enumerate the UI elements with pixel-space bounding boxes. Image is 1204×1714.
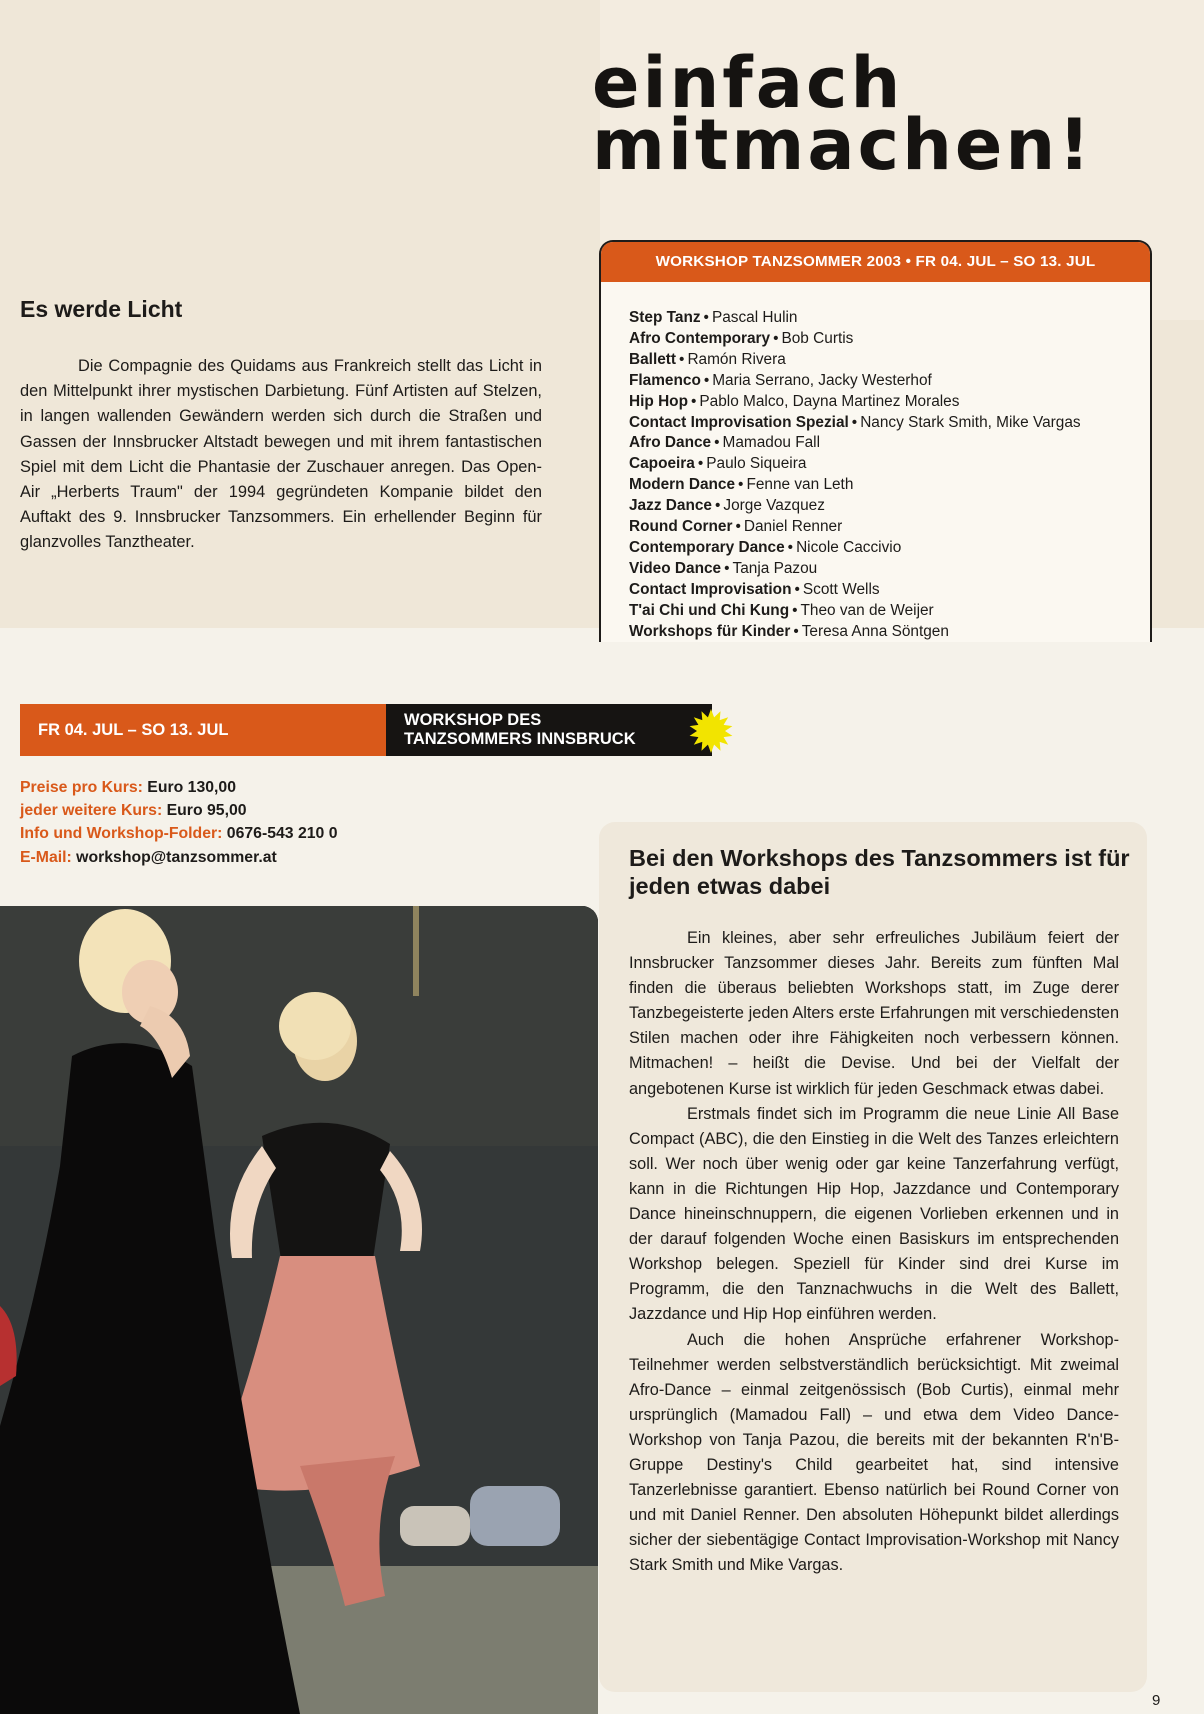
article-title: Bei den Workshops des Tanzsommers ist für jeden etwas dabei bbox=[629, 845, 1130, 899]
program-teacher: Nicole Caccivio bbox=[796, 538, 902, 556]
page-headline bbox=[592, 42, 1094, 186]
program-item bbox=[629, 622, 1150, 642]
program-list bbox=[601, 282, 1150, 642]
program-course-name: Ballett bbox=[629, 350, 677, 368]
program-separator: • bbox=[738, 476, 744, 494]
program-item bbox=[629, 538, 1150, 559]
program-course-name: Contact Improvisation Spezial bbox=[629, 413, 849, 431]
page-number: 9 bbox=[1152, 1692, 1161, 1709]
program-course-name: Flamenco bbox=[629, 371, 701, 389]
program-separator: • bbox=[792, 601, 798, 619]
program-course-name: Contemporary Dance bbox=[629, 538, 785, 556]
date-range: FR 04. JUL – SO 13. JUL bbox=[38, 721, 229, 739]
starburst-icon bbox=[688, 708, 734, 754]
program-course-name: Afro Contemporary bbox=[629, 329, 771, 347]
program-course-name: Step Tanz bbox=[629, 309, 701, 326]
program-teacher: Nancy Stark Smith, Mike Vargas bbox=[860, 413, 1081, 431]
dancers-photo bbox=[0, 906, 598, 1714]
workshop-bar bbox=[386, 704, 712, 756]
lead-text: Die Compagnie des Quidams aus Frankreich stellt das Licht in den Mittelpunkt ihrer mystischen Darbietung. Fünf Artisten auf Stelzen, in langen wallenden Gewändern werden sich durch die Straßen und Gassen der Innsbrucker Altstadt bewegen und mit ihrem fantastischen Spiel mit dem Licht die Phantasie der Zuschauer anregen. Das Open-Air „Herberts Traum" der 1994 gegründeten Kompanie bildet den Auftakt des 9. Innsbrucker Tanzsommers. Ein erhellender Beginn für glanzvolles Tanztheater. bbox=[20, 357, 542, 552]
program-course-name: Contact Improvisation bbox=[629, 580, 792, 598]
workshop-label-line-2: TANZSOMMERS INNSBRUCK bbox=[404, 730, 636, 748]
date-bar bbox=[20, 704, 386, 756]
program-item bbox=[629, 350, 1150, 371]
headline-line-1: einfach bbox=[592, 42, 904, 124]
program-separator: • bbox=[691, 392, 697, 410]
additional-price-row bbox=[20, 799, 337, 822]
article-paragraph: Ein kleines, aber sehr erfreuliches Jubiläum feiert der Innsbrucker Tanzsommer dieses Jahr. Bereits zum fünften Mal finden die überaus beliebten Workshops statt, im Zuge derer Tanzbegeisterte jeden Alters erste Erfahrungen mit verschiedensten Stilen machen oder ihre Fähigkeiten noch verbessern können. Mitmachen! – heißt die Devise. Und bei der Vielfalt der angebotenen Kurse ist wirklich für jeden Geschmack etwas dabei. bbox=[629, 929, 1119, 1098]
price-label: Preise pro Kurs: bbox=[20, 779, 143, 796]
program-teacher: Ramón Rivera bbox=[687, 350, 786, 368]
program-teacher: Daniel Renner bbox=[743, 518, 843, 536]
dancers-illustration bbox=[0, 906, 598, 1714]
price-row bbox=[20, 776, 337, 799]
program-course-name: Video Dance bbox=[629, 559, 722, 577]
program-item bbox=[629, 475, 1150, 496]
program-item bbox=[629, 371, 1150, 392]
program-item bbox=[629, 413, 1150, 434]
program-course-name: Capoeira bbox=[629, 455, 695, 473]
program-course-name: Modern Dance bbox=[629, 476, 736, 494]
workshop-program-box bbox=[599, 240, 1152, 642]
additional-price-label: jeder weitere Kurs: bbox=[20, 802, 163, 820]
email-row bbox=[20, 846, 337, 869]
program-teacher: Pascal Hulin bbox=[711, 309, 798, 326]
article-paragraph: Auch die hohen Ansprüche erfahrener Workshop-Teilnehmer werden selbstverständlich berücksichtigt. Mit zweimal Afro-Dance – einmal zeitgenössisch (Bob Curtis), einmal mehr ursprünglich (Mamadou Fall) – und etwa dem Video Dance-Workshop von Tanja Pazou, die bereits mit der bekannten R'n'B-Gruppe Destiny's Child gearbeitet hat, sind intensive Tanzerlebnisse garantiert. Ebenso natürlich bei Round Corner von und mit Daniel Renner. Den absoluten Höhepunkt bildet allerdings sicher der siebentägige Contact Improvisation-Workshop mit Nancy Stark Smith und Mike Vargas. bbox=[629, 1330, 1119, 1575]
price-info bbox=[20, 776, 337, 869]
article-paragraph: Erstmals findet sich im Programm die neue Linie All Base Compact (ABC), die den Einstieg in die Welt des Tanzes erleichtern soll. Wer noch über wenig oder gar keine Tanzerfahrung verfügt, kann in die Richtungen Hip Hop, Jazzdance und Contemporary Dance hineinschnuppern, die eigenen Vorlieben erkennen und in der darauf folgenden Woche einen Basiskurs im entsprechenden Workshop belegen. Speziell für Kinder sind drei Kurse im Programm, die den Tanznachwuchs in die Welt des Ballett, Jazzdance und Hip Hop einführen werden. bbox=[629, 1104, 1119, 1324]
program-course-name: Jazz Dance bbox=[629, 497, 712, 515]
headline-line-2: mitmachen! bbox=[592, 104, 1094, 186]
program-item bbox=[629, 454, 1150, 475]
program-course-name: Round Corner bbox=[629, 518, 733, 536]
program-separator: • bbox=[703, 309, 709, 326]
program-separator: • bbox=[851, 413, 858, 431]
price-value: Euro 130,00 bbox=[147, 779, 236, 796]
program-item bbox=[629, 308, 1150, 329]
program-teacher: Bob Curtis bbox=[781, 329, 854, 347]
program-teacher: Pablo Malco, Dayna Martinez Morales bbox=[699, 392, 960, 410]
program-item bbox=[629, 559, 1150, 580]
program-item bbox=[629, 601, 1150, 622]
program-separator: • bbox=[787, 538, 794, 556]
article-body bbox=[629, 926, 1119, 1578]
program-separator: • bbox=[703, 371, 710, 389]
program-separator: • bbox=[697, 455, 704, 473]
program-item bbox=[629, 580, 1150, 601]
program-teacher: Teresa Anna Söntgen bbox=[801, 622, 949, 640]
email-address: workshop@tanzsommer.at bbox=[76, 848, 277, 866]
program-teacher: Mamadou Fall bbox=[722, 434, 821, 452]
program-separator: • bbox=[735, 518, 741, 536]
program-teacher: Paulo Siqueira bbox=[706, 455, 807, 473]
folder-label: Info und Workshop-Folder: bbox=[20, 825, 223, 843]
program-teacher: Theo van de Weijer bbox=[800, 601, 934, 619]
program-header: WORKSHOP TANZSOMMER 2003 • FR 04. JUL – SO 13. JUL bbox=[601, 242, 1150, 282]
program-course-name: Afro Dance bbox=[629, 434, 712, 452]
program-item bbox=[629, 433, 1150, 454]
program-teacher: Fenne van Leth bbox=[746, 476, 854, 494]
additional-price-value: Euro 95,00 bbox=[166, 802, 247, 820]
program-course-name: Hip Hop bbox=[629, 392, 688, 410]
workshop-label-line-1: WORKSHOP DES bbox=[404, 711, 542, 729]
lead-title: Es werde Licht bbox=[20, 296, 183, 322]
program-teacher: Maria Serrano, Jacky Westerhof bbox=[712, 371, 932, 389]
program-course-name: Workshops für Kinder bbox=[629, 622, 791, 640]
program-separator: • bbox=[793, 622, 799, 640]
program-item bbox=[629, 496, 1150, 517]
program-separator: • bbox=[714, 497, 721, 515]
workshop-label bbox=[386, 704, 712, 749]
folder-row bbox=[20, 822, 337, 845]
phone-number: 0676-543 210 0 bbox=[226, 825, 338, 843]
program-teacher: Scott Wells bbox=[802, 580, 880, 598]
program-separator: • bbox=[794, 580, 800, 598]
program-separator: • bbox=[714, 434, 720, 452]
program-course-name: T'ai Chi und Chi Kung bbox=[629, 601, 790, 619]
email-label: E-Mail: bbox=[20, 848, 72, 866]
program-teacher: Tanja Pazou bbox=[732, 559, 818, 577]
program-item bbox=[629, 392, 1150, 413]
program-teacher: Jorge Vazquez bbox=[723, 497, 825, 515]
program-item bbox=[629, 329, 1150, 350]
program-item bbox=[629, 517, 1150, 538]
program-separator: • bbox=[679, 350, 685, 368]
program-separator: • bbox=[724, 559, 730, 577]
program-separator: • bbox=[773, 329, 779, 347]
